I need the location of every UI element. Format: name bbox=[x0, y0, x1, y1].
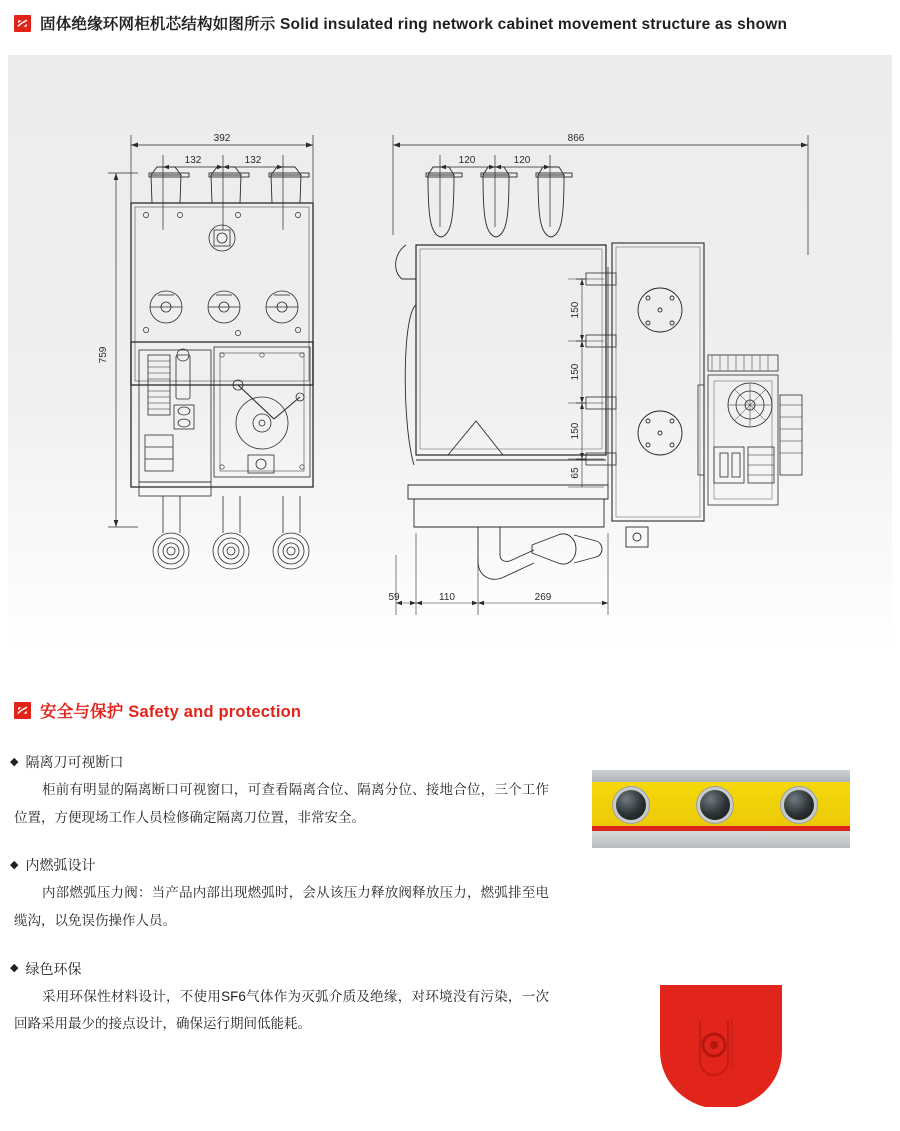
svg-text:120: 120 bbox=[513, 155, 531, 166]
feature-block-internal-arc bbox=[0, 855, 900, 934]
page-title: 固体绝缘环网柜机芯结构如图所示 Solid insulated ring network cabinet movement structure as shown bbox=[40, 16, 788, 33]
svg-text:866: 866 bbox=[567, 133, 585, 144]
feature-title: 隔离刀可视断口 bbox=[25, 754, 124, 770]
svg-text:150: 150 bbox=[570, 301, 581, 319]
photo-panel-bottom-edge bbox=[592, 831, 850, 848]
feature-body: 柜前有明显的隔离断口可视窗口，可查看隔离合位、隔离分位、接地合位，三个工作位置，方便现场工作人员检修确定隔离刀位置，非常安全。 bbox=[14, 782, 549, 825]
svg-text:120: 120 bbox=[458, 155, 476, 166]
inspection-port-icon bbox=[616, 790, 646, 820]
svg-text:59: 59 bbox=[388, 592, 400, 603]
photo-panel-top-edge bbox=[592, 770, 850, 782]
technical-drawing-panel bbox=[8, 55, 892, 650]
red-logo-icon-safety bbox=[14, 702, 31, 719]
photo-pressure-relief-valve bbox=[660, 985, 782, 1107]
red-logo-icon bbox=[14, 15, 31, 32]
feature-title: 绿色环保 bbox=[25, 960, 82, 977]
feature-body: 采用环保性材料设计，不使用SF6气体作为灭弧介质及绝缘，对环境没有污染，一次回路采用最少的接点设计，确保运行期间低能耗。 bbox=[14, 988, 549, 1032]
feature-title: 内燃弧设计 bbox=[25, 857, 96, 874]
diamond-bullet-icon: ◆ bbox=[10, 755, 19, 768]
safety-section-title: 安全与保护 Safety and protection bbox=[40, 703, 302, 721]
diamond-bullet-icon: ◆ bbox=[10, 962, 19, 975]
svg-text:65: 65 bbox=[570, 467, 581, 479]
photo-viewing-window bbox=[592, 770, 850, 848]
svg-text:759: 759 bbox=[98, 346, 109, 364]
svg-text:392: 392 bbox=[213, 133, 231, 144]
feature-body: 内部燃弧压力阀：当产品内部出现燃弧时，会从该压力释放阀释放压力，燃弧排至电缆沟，以免误伤操作人员。 bbox=[14, 885, 549, 929]
photo-yellow-panel bbox=[592, 782, 850, 826]
svg-text:132: 132 bbox=[244, 155, 262, 166]
feature-heading-row bbox=[10, 855, 900, 875]
svg-text:150: 150 bbox=[570, 363, 581, 381]
svg-text:110: 110 bbox=[439, 592, 455, 603]
svg-text:269: 269 bbox=[534, 592, 552, 603]
page-header bbox=[0, 0, 900, 38]
safety-section-header bbox=[0, 695, 301, 725]
feature-heading-row bbox=[10, 959, 900, 979]
inspection-port-icon bbox=[784, 790, 814, 820]
svg-text:150: 150 bbox=[570, 422, 581, 440]
diamond-bullet-icon: ◆ bbox=[10, 858, 19, 871]
svg-text:132: 132 bbox=[184, 155, 202, 166]
feature-heading-row bbox=[10, 752, 900, 772]
inspection-port-icon bbox=[700, 790, 730, 820]
